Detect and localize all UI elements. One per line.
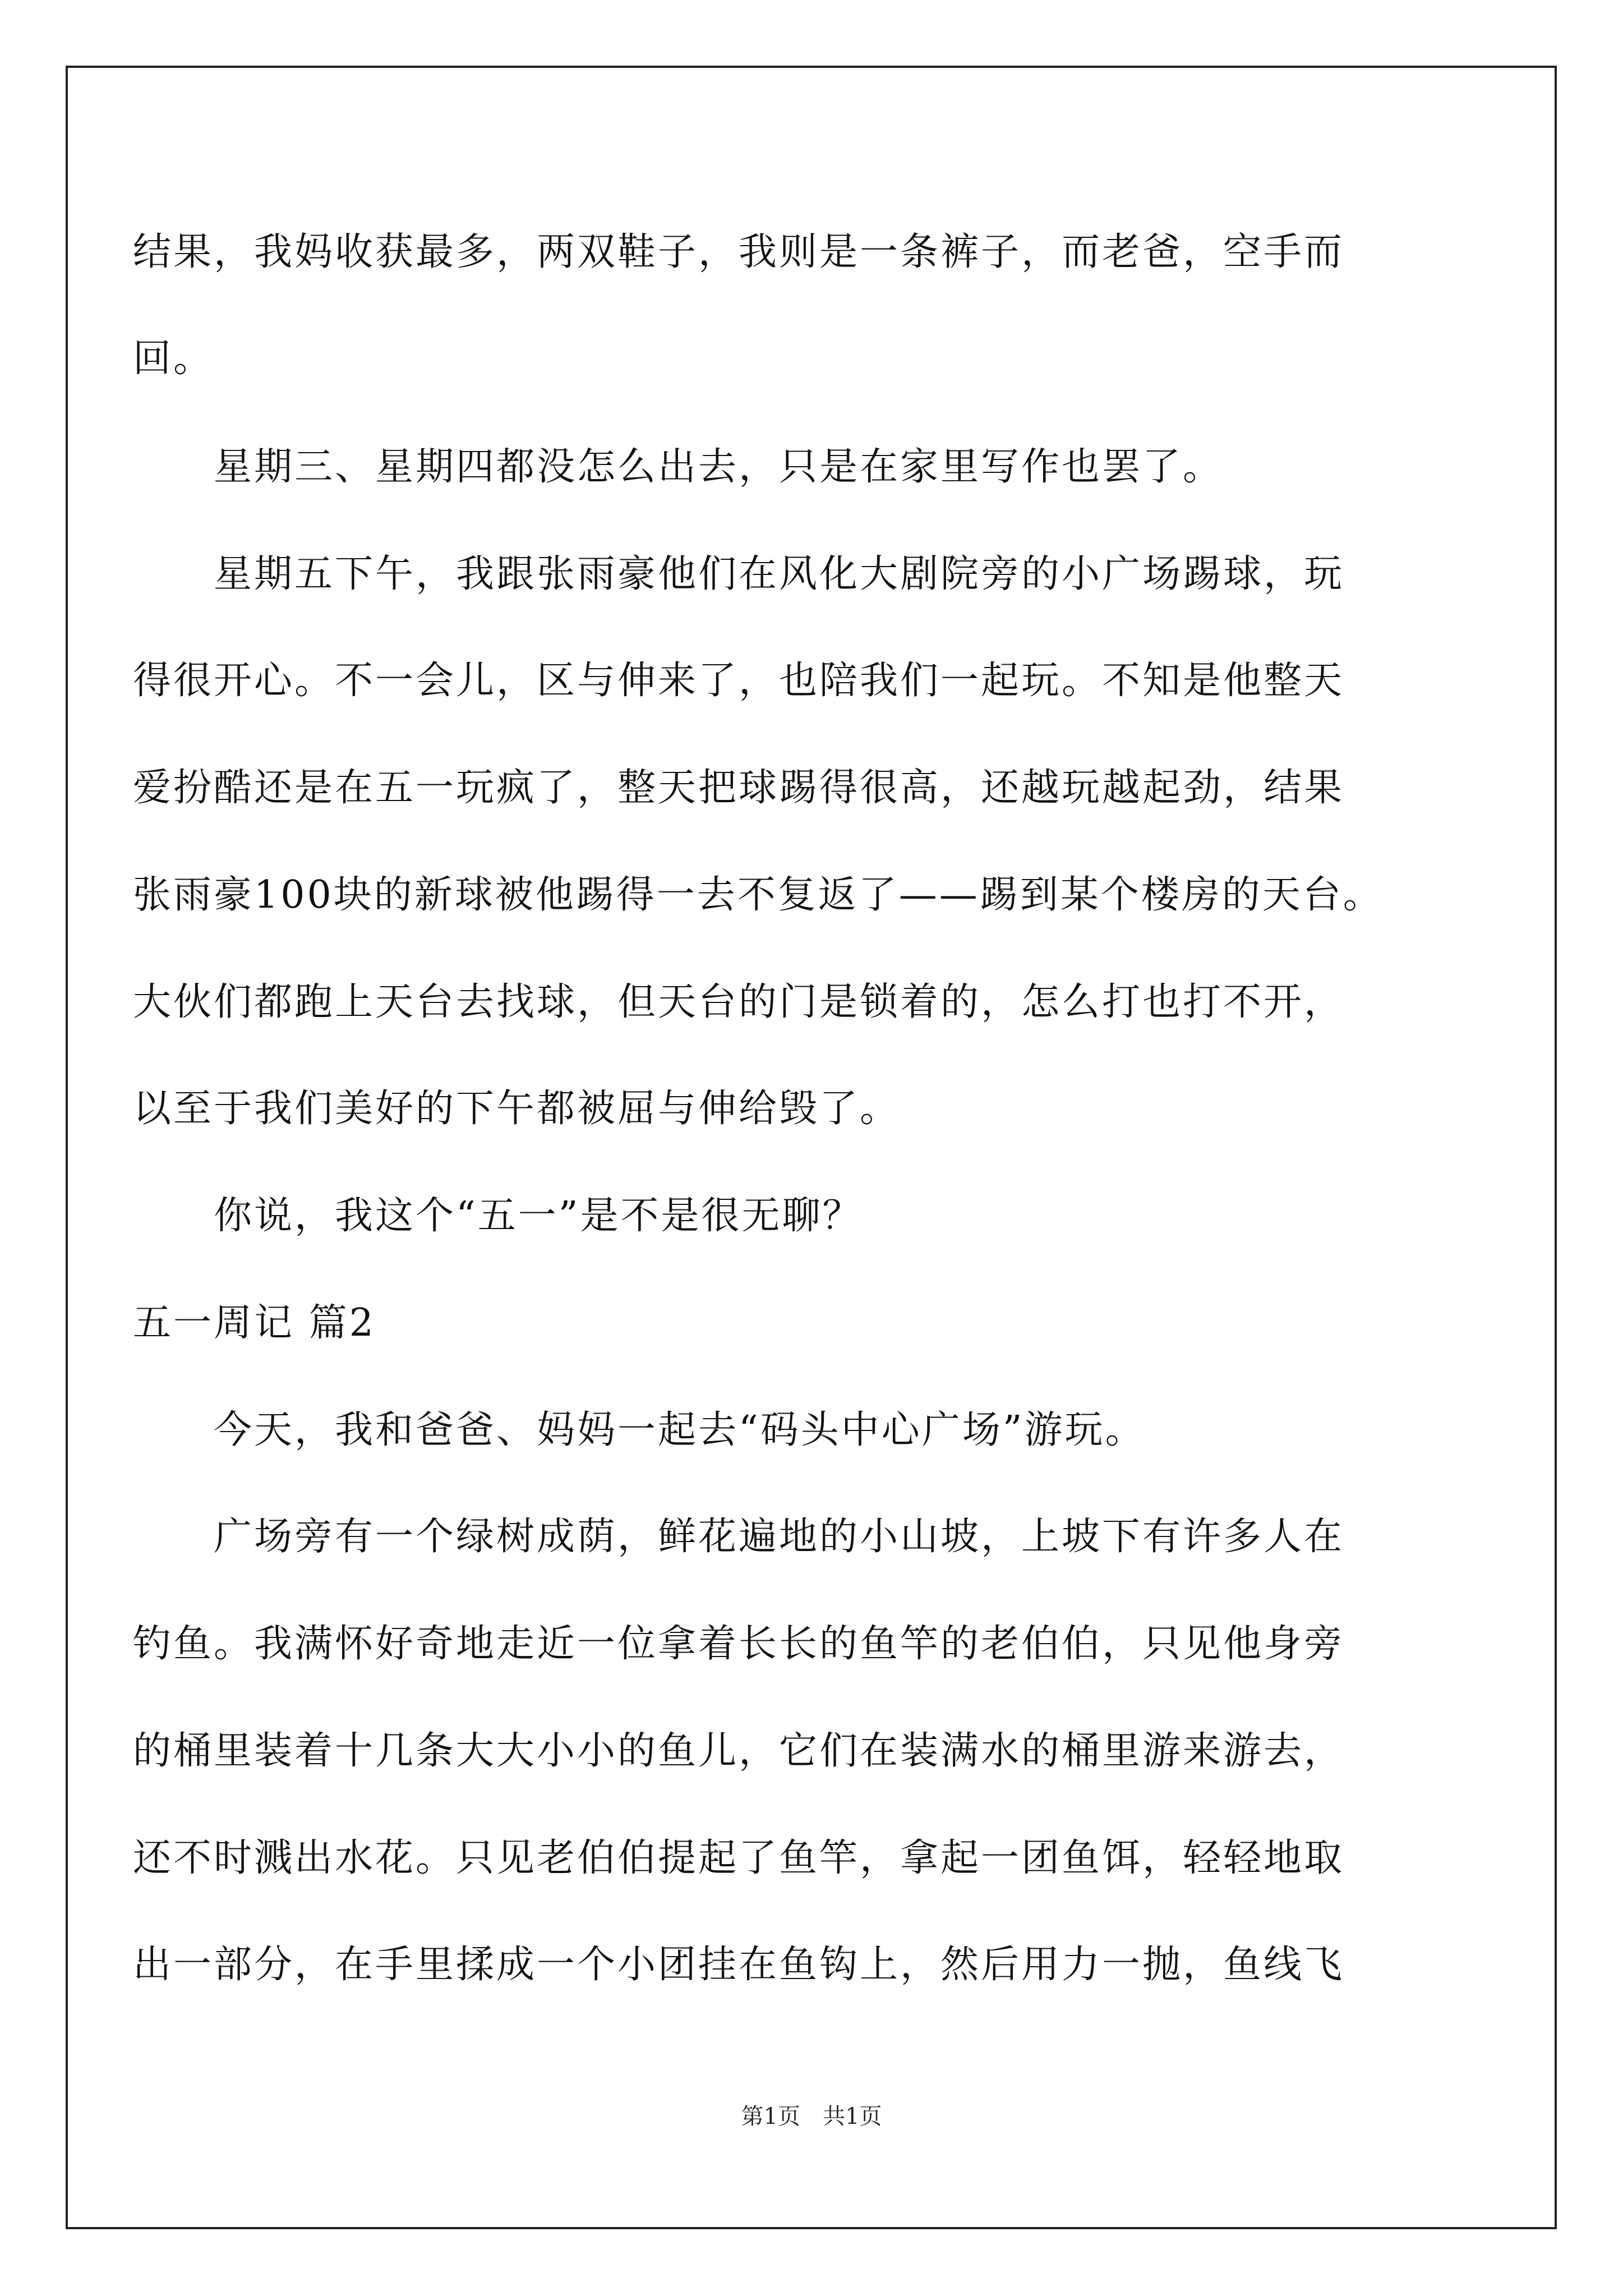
- text-line: 结果，我妈收获最多，两双鞋子，我则是一条裤子，而老爸，空手而: [133, 230, 1345, 274]
- text-line: 得很开心。不一会儿，区与伸来了，也陪我们一起玩。不知是他整天: [133, 659, 1345, 703]
- paragraph-start: 今天，我和爸爸、妈妈一起去“码头中心广场”游玩。: [214, 1408, 1146, 1452]
- text-line: 回。: [133, 337, 214, 381]
- page-border: [66, 66, 1557, 2229]
- text-line: 爱扮酷还是在五一玩疯了，整天把球踢得很高，还越玩越起劲，结果: [133, 766, 1345, 810]
- text-line: 钓鱼。我满怀好奇地走近一位拿着长长的鱼竿的老伯伯，只见他身旁: [133, 1622, 1345, 1666]
- text-line: 以至于我们美好的下午都被屈与伸给毁了。: [133, 1087, 901, 1131]
- text-line: 还不时溅出水花。只见老伯伯提起了鱼竿，拿起一团鱼饵，轻轻地取: [133, 1836, 1345, 1880]
- text-line: 出一部分，在手里揉成一个小团挂在鱼钩上，然后用力一抛，鱼线飞: [133, 1943, 1345, 1987]
- text-line: 大伙们都跑上天台去找球，但天台的门是锁着的，怎么打也打不开，: [133, 980, 1345, 1024]
- page-footer: 第1页 共1页: [741, 2104, 882, 2129]
- section-heading: 五一周记 篇2: [133, 1301, 376, 1345]
- paragraph-start: 广场旁有一个绿树成荫，鲜花遍地的小山坡，上坡下有许多人在: [214, 1515, 1345, 1559]
- paragraph-start: 你说，我这个“五一”是不是很无聊？: [214, 1194, 863, 1238]
- paragraph-start: 星期三、星期四都没怎么出去，只是在家里写作也罢了。: [214, 445, 1224, 489]
- text-line: 张雨豪100块的新球被他踢得一去不复返了——踢到某个楼房的天台。: [133, 873, 1384, 917]
- text-line: 的桶里装着十几条大大小小的鱼儿，它们在装满水的桶里游来游去，: [133, 1729, 1345, 1773]
- paragraph-start: 星期五下午，我跟张雨豪他们在风化大剧院旁的小广场踢球，玩: [214, 552, 1345, 596]
